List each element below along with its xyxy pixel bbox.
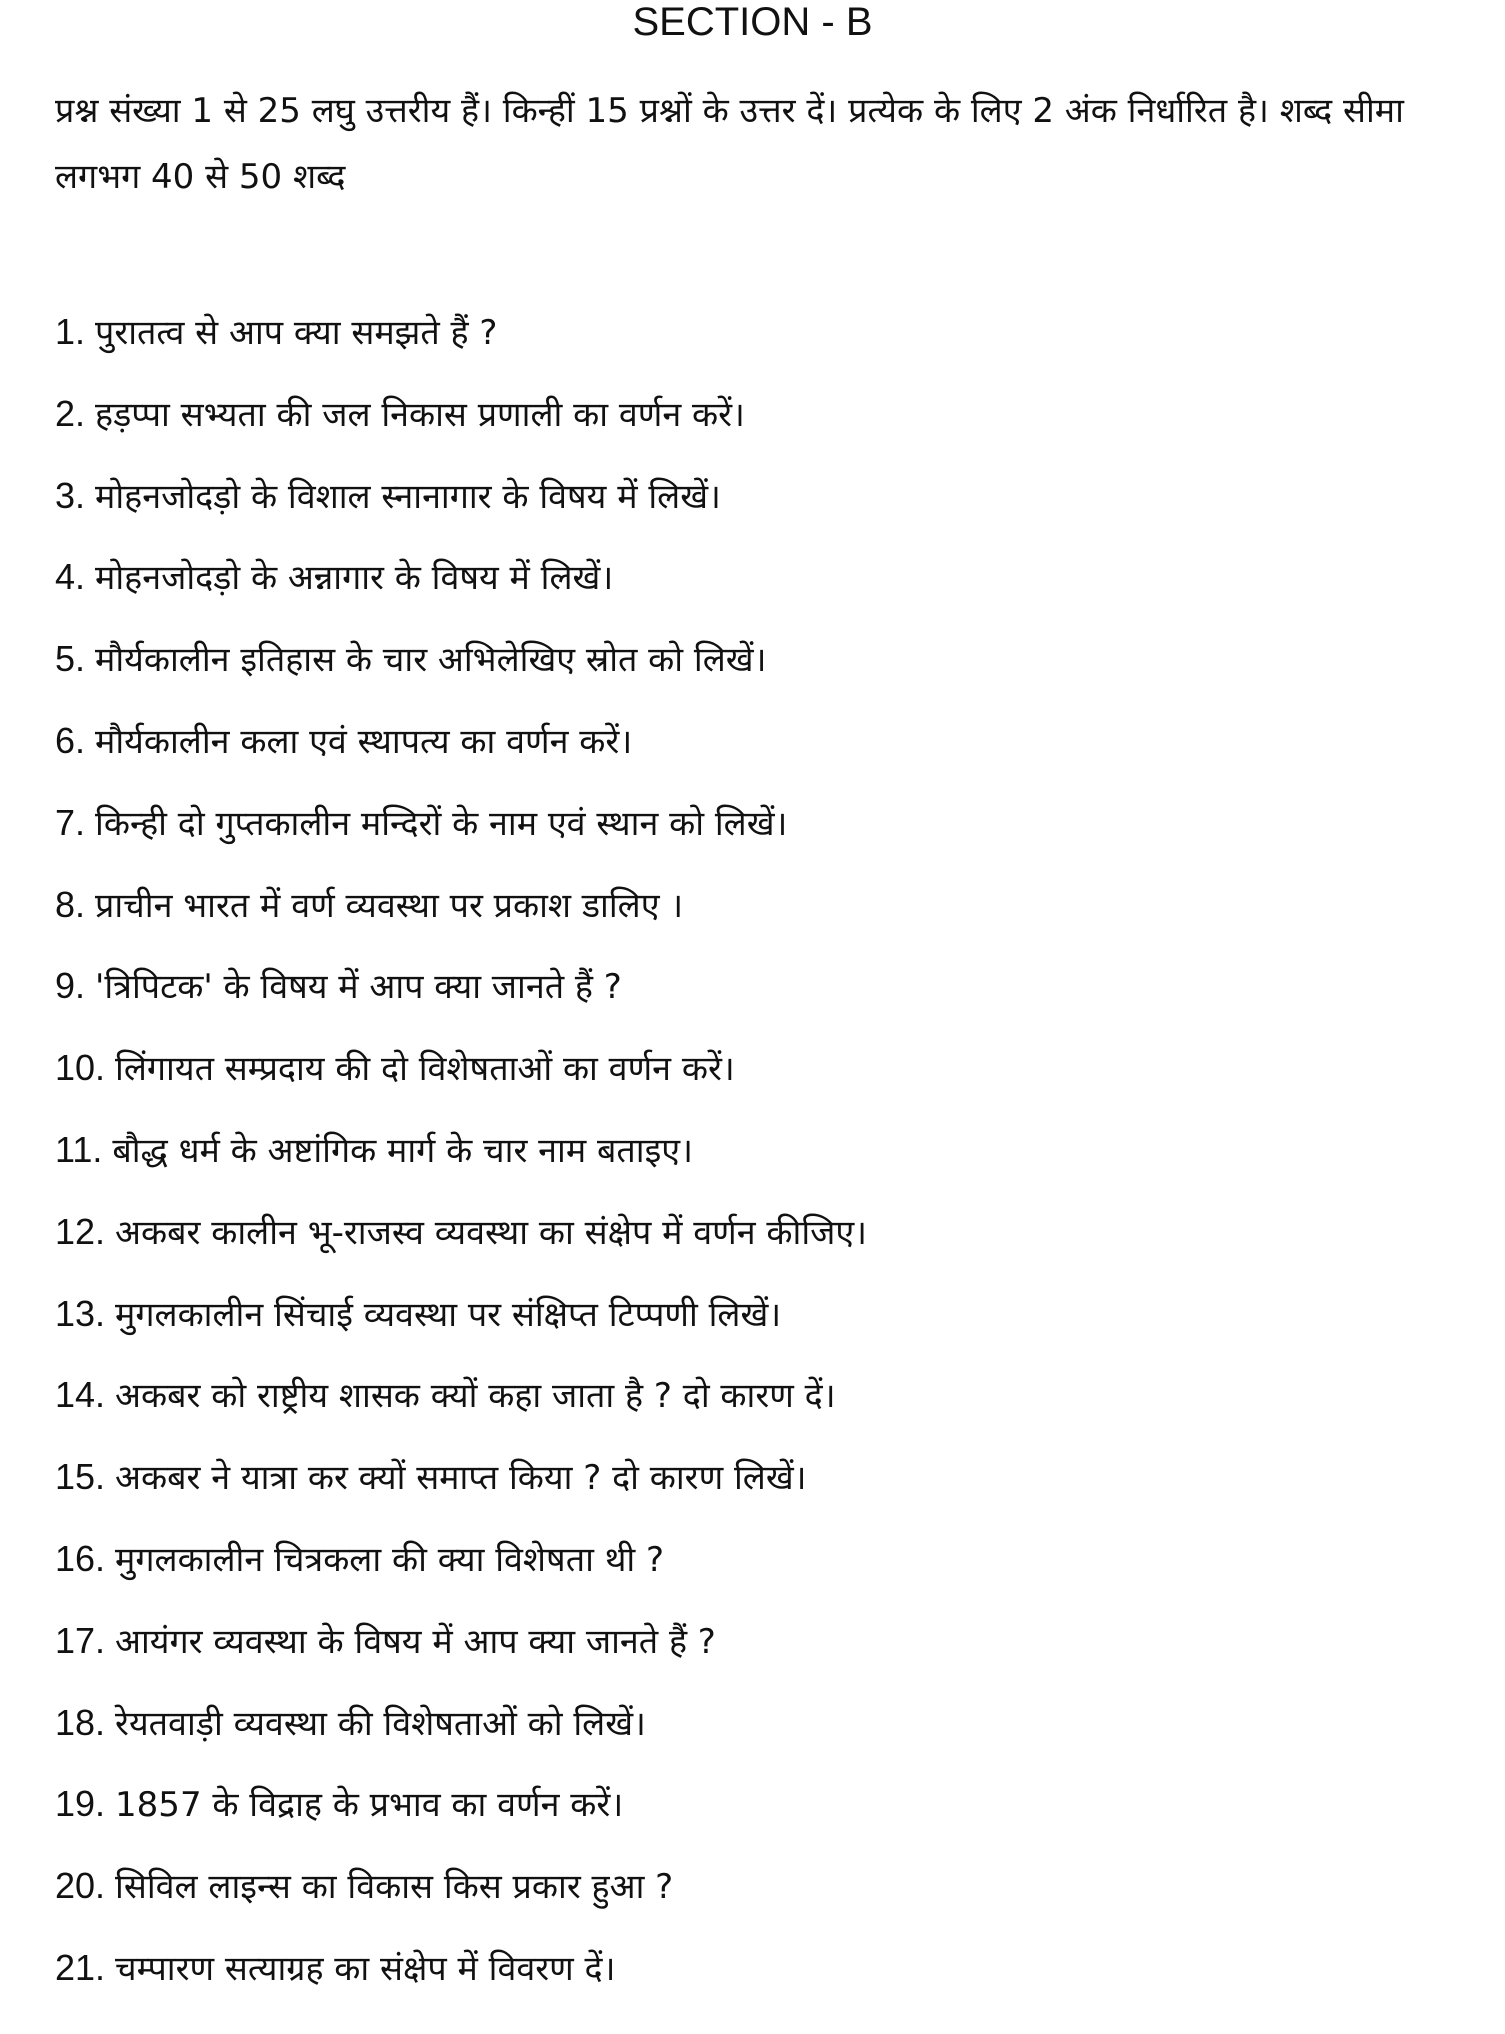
- question-item: [55, 954, 1475, 1036]
- question-item: [55, 709, 1475, 791]
- question-text: 'त्रिपिटक' के विषय में आप क्या जानते हैं ?: [95, 967, 622, 1008]
- question-number: 18.: [55, 1701, 106, 1743]
- question-number: 9.: [55, 965, 86, 1007]
- question-item: [55, 1691, 1475, 1773]
- question-text: सिविल लाइन्स का विकास किस प्रकार हुआ ?: [115, 1867, 674, 1908]
- question-text: अकबर कालीन भू-राजस्व व्यवस्था का संक्षेप में वर्णन कीजिए।: [115, 1212, 868, 1253]
- question-item: [55, 627, 1475, 709]
- question-item: [55, 873, 1475, 955]
- question-item: [55, 1772, 1475, 1854]
- question-number: 6.: [55, 719, 86, 761]
- question-number: 12.: [55, 1210, 106, 1252]
- question-number: 3.: [55, 474, 86, 516]
- question-number: 17.: [55, 1619, 106, 1661]
- question-number: 13.: [55, 1292, 106, 1334]
- question-item: [55, 545, 1475, 627]
- question-number: 5.: [55, 638, 86, 680]
- question-text: अकबर को राष्ट्रीय शासक क्यों कहा जाता है ? दो कारण दें।: [115, 1376, 836, 1417]
- question-number: 8.: [55, 883, 86, 925]
- question-text: बौद्ध धर्म के अष्टांगिक मार्ग के चार नाम बताइए।: [112, 1130, 693, 1171]
- question-item: [55, 1527, 1475, 1609]
- question-number: 1.: [55, 311, 86, 352]
- question-text: चम्पारण सत्याग्रह का संक्षेप में विवरण दें।: [115, 1948, 616, 1989]
- question-item: [55, 1118, 1475, 1200]
- question-text: मौर्यकालीन इतिहास के चार अभिलेखिए स्रोत को लिखें।: [95, 640, 767, 681]
- question-list: [55, 300, 1475, 2018]
- question-text: पुरातत्व से आप क्या समझते हैं ?: [95, 313, 498, 353]
- question-text: आयंगर व्यवस्था के विषय में आप क्या जानते हैं ?: [115, 1621, 716, 1662]
- question-item: [55, 1363, 1475, 1445]
- question-text: मुगलकालीन चित्रकला की क्या विशेषता थी ?: [115, 1539, 665, 1580]
- question-text: किन्ही दो गुप्तकालीन मन्दिरों के नाम एवं स्थान को लिखें।: [95, 803, 788, 844]
- question-number: 7.: [55, 801, 86, 843]
- question-item: [55, 1445, 1475, 1527]
- question-text: हड़प्पा सभ्यता की जल निकास प्रणाली का वर्णन करें।: [95, 394, 745, 435]
- instructions-text: प्रश्न संख्या 1 से 25 लघु उत्तरीय हैं। किन्हीं 15 प्रश्नों के उत्तर दें। प्रत्येक के लिए 2 अंक निर्धारित है। शब्द सीमा लगभग 40 से 50 शब्द: [55, 91, 1404, 197]
- question-item: [55, 1854, 1475, 1936]
- question-text: मोहनजोदड़ो के विशाल स्नानागार के विषय में लिखें।: [95, 476, 721, 517]
- question-number: 15.: [55, 1456, 106, 1498]
- question-item: [55, 1036, 1475, 1118]
- question-text: मुगलकालीन सिंचाई व्यवस्था पर संक्षिप्त टिप्पणी लिखें।: [115, 1294, 782, 1335]
- question-number: 16.: [55, 1537, 106, 1579]
- question-number: 20.: [55, 1865, 106, 1907]
- question-number: 19.: [55, 1783, 106, 1825]
- question-item: [55, 464, 1475, 546]
- question-item: [55, 1200, 1475, 1282]
- question-text: प्राचीन भारत में वर्ण व्यवस्था पर प्रकाश डालिए ।: [95, 885, 684, 926]
- question-item: [55, 300, 1475, 382]
- question-number: 14.: [55, 1374, 106, 1416]
- question-text: लिंगायत सम्प्रदाय की दो विशेषताओं का वर्णन करें।: [115, 1049, 735, 1090]
- question-number: 21.: [55, 1946, 106, 1988]
- question-text: मौर्यकालीन कला एवं स्थापत्य का वर्णन करें।: [95, 721, 633, 762]
- question-item: [55, 1609, 1475, 1691]
- question-number: 4.: [55, 556, 86, 598]
- question-number: 2.: [55, 392, 86, 434]
- question-text: 1857 के विद्राह के प्रभाव का वर्णन करें।: [115, 1785, 624, 1826]
- question-item: [55, 791, 1475, 873]
- question-text: अकबर ने यात्रा कर क्यों समाप्त किया ? दो कारण लिखें।: [115, 1458, 807, 1499]
- question-item: [55, 1936, 1475, 2018]
- section-title: SECTION - B: [632, 0, 873, 44]
- question-text: रेयतवाड़ी व्यवस्था की विशेषताओं को लिखें।: [115, 1703, 646, 1744]
- question-item: [55, 1282, 1475, 1364]
- question-number: 10.: [55, 1047, 106, 1089]
- question-item: [55, 382, 1475, 464]
- question-number: 11.: [55, 1128, 103, 1170]
- question-text: मोहनजोदड़ो के अन्नागार के विषय में लिखें।: [95, 558, 614, 599]
